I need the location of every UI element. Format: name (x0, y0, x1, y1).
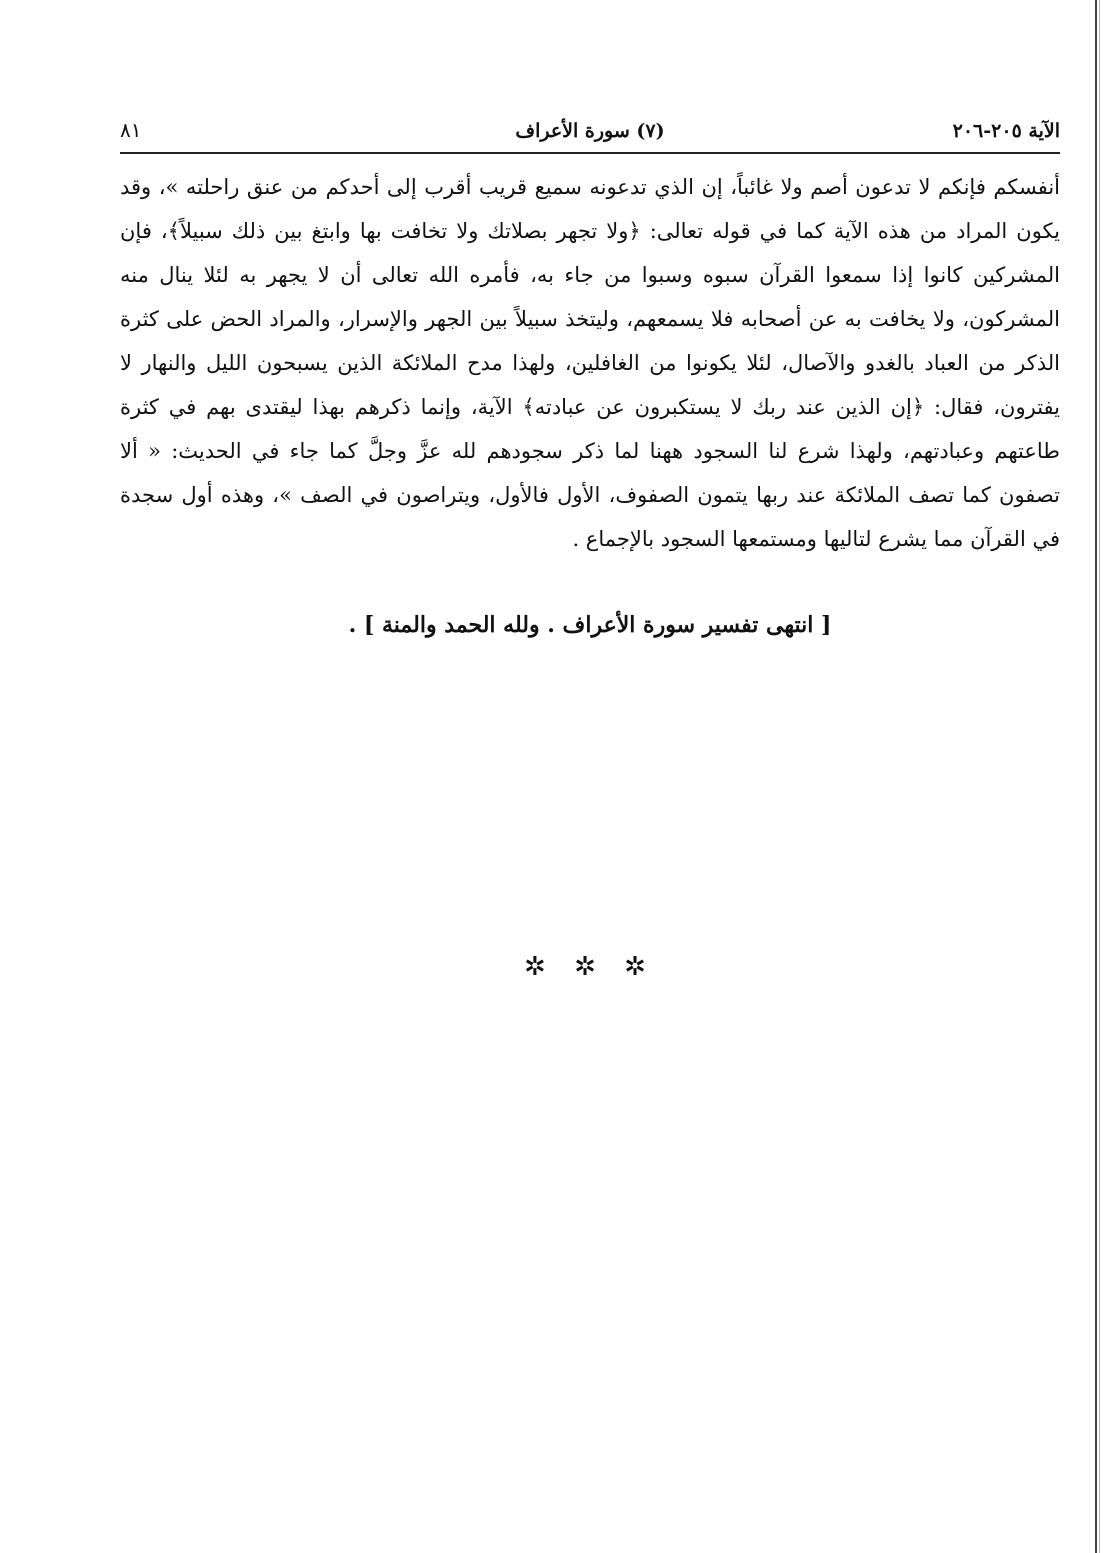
header-rule (120, 152, 1060, 154)
header-surah-title: (٧) سورة الأعراف (515, 120, 665, 142)
surah-closing-note: [ انتهى تفسير سورة الأعراف . ولله الحمد والمنة ] . (348, 612, 832, 638)
page-binding-edge (1095, 0, 1097, 1553)
page-binding-edge-shadow (1099, 0, 1100, 1553)
tafsir-paragraph: أنفسكم فإنكم لا تدعون أصم ولا غائباً، إن الذي تدعونه سميع قريب أقرب إلى أحدكم من عنق راحلته »، وقد يكون المراد من هذه الآية كما في قوله تعالى: ﴿ولا تجهر بصلاتك ولا تخافت بها وابتغ بين ذلك سبيلاً﴾، فإن المشركين كانوا إذا سمعوا القرآن سبوه وسبوا من جاء به، فأمره الله تعالى أن لا يجهر به لئلا ينال منه المشركون، ولا يخافت به عن أصحابه فلا يسمعهم، وليتخذ سبيلاً بين الجهر والإسرار، والمراد الحض على كثرة الذكر من العباد بالغدو والآصال، لئلا يكونوا من الغافلين، ولهذا مدح الملائكة الذين يسبحون الليل والنهار لا يفترون، فقال: ﴿إن الذين عند ربك لا يستكبرون عن عبادته﴾ الآية، وإنما ذكرهم بهذا ليقتدى بهم في كثرة طاعتهم وعبادتهم، ولهذا شرع لنا السجود ههنا لما ذكر سجودهم لله عزَّ وجلَّ كما جاء في الحديث: « ألا تصفون كما تصف الملائكة عند ربها يتمون الصفوف، الأول فالأول، ويتراصون في الصف »، وهذه أول سجدة في القرآن مما يشرع لتاليها ومستمعها السجود بالإجماع . (120, 175, 1060, 551)
header-verse-range: الآية ٢٠٥-٢٠٦ (952, 120, 1060, 142)
section-separator-stars: ✲ ✲ ✲ (524, 952, 656, 982)
page-number: ٨١ (120, 118, 142, 142)
running-header (120, 118, 1060, 152)
